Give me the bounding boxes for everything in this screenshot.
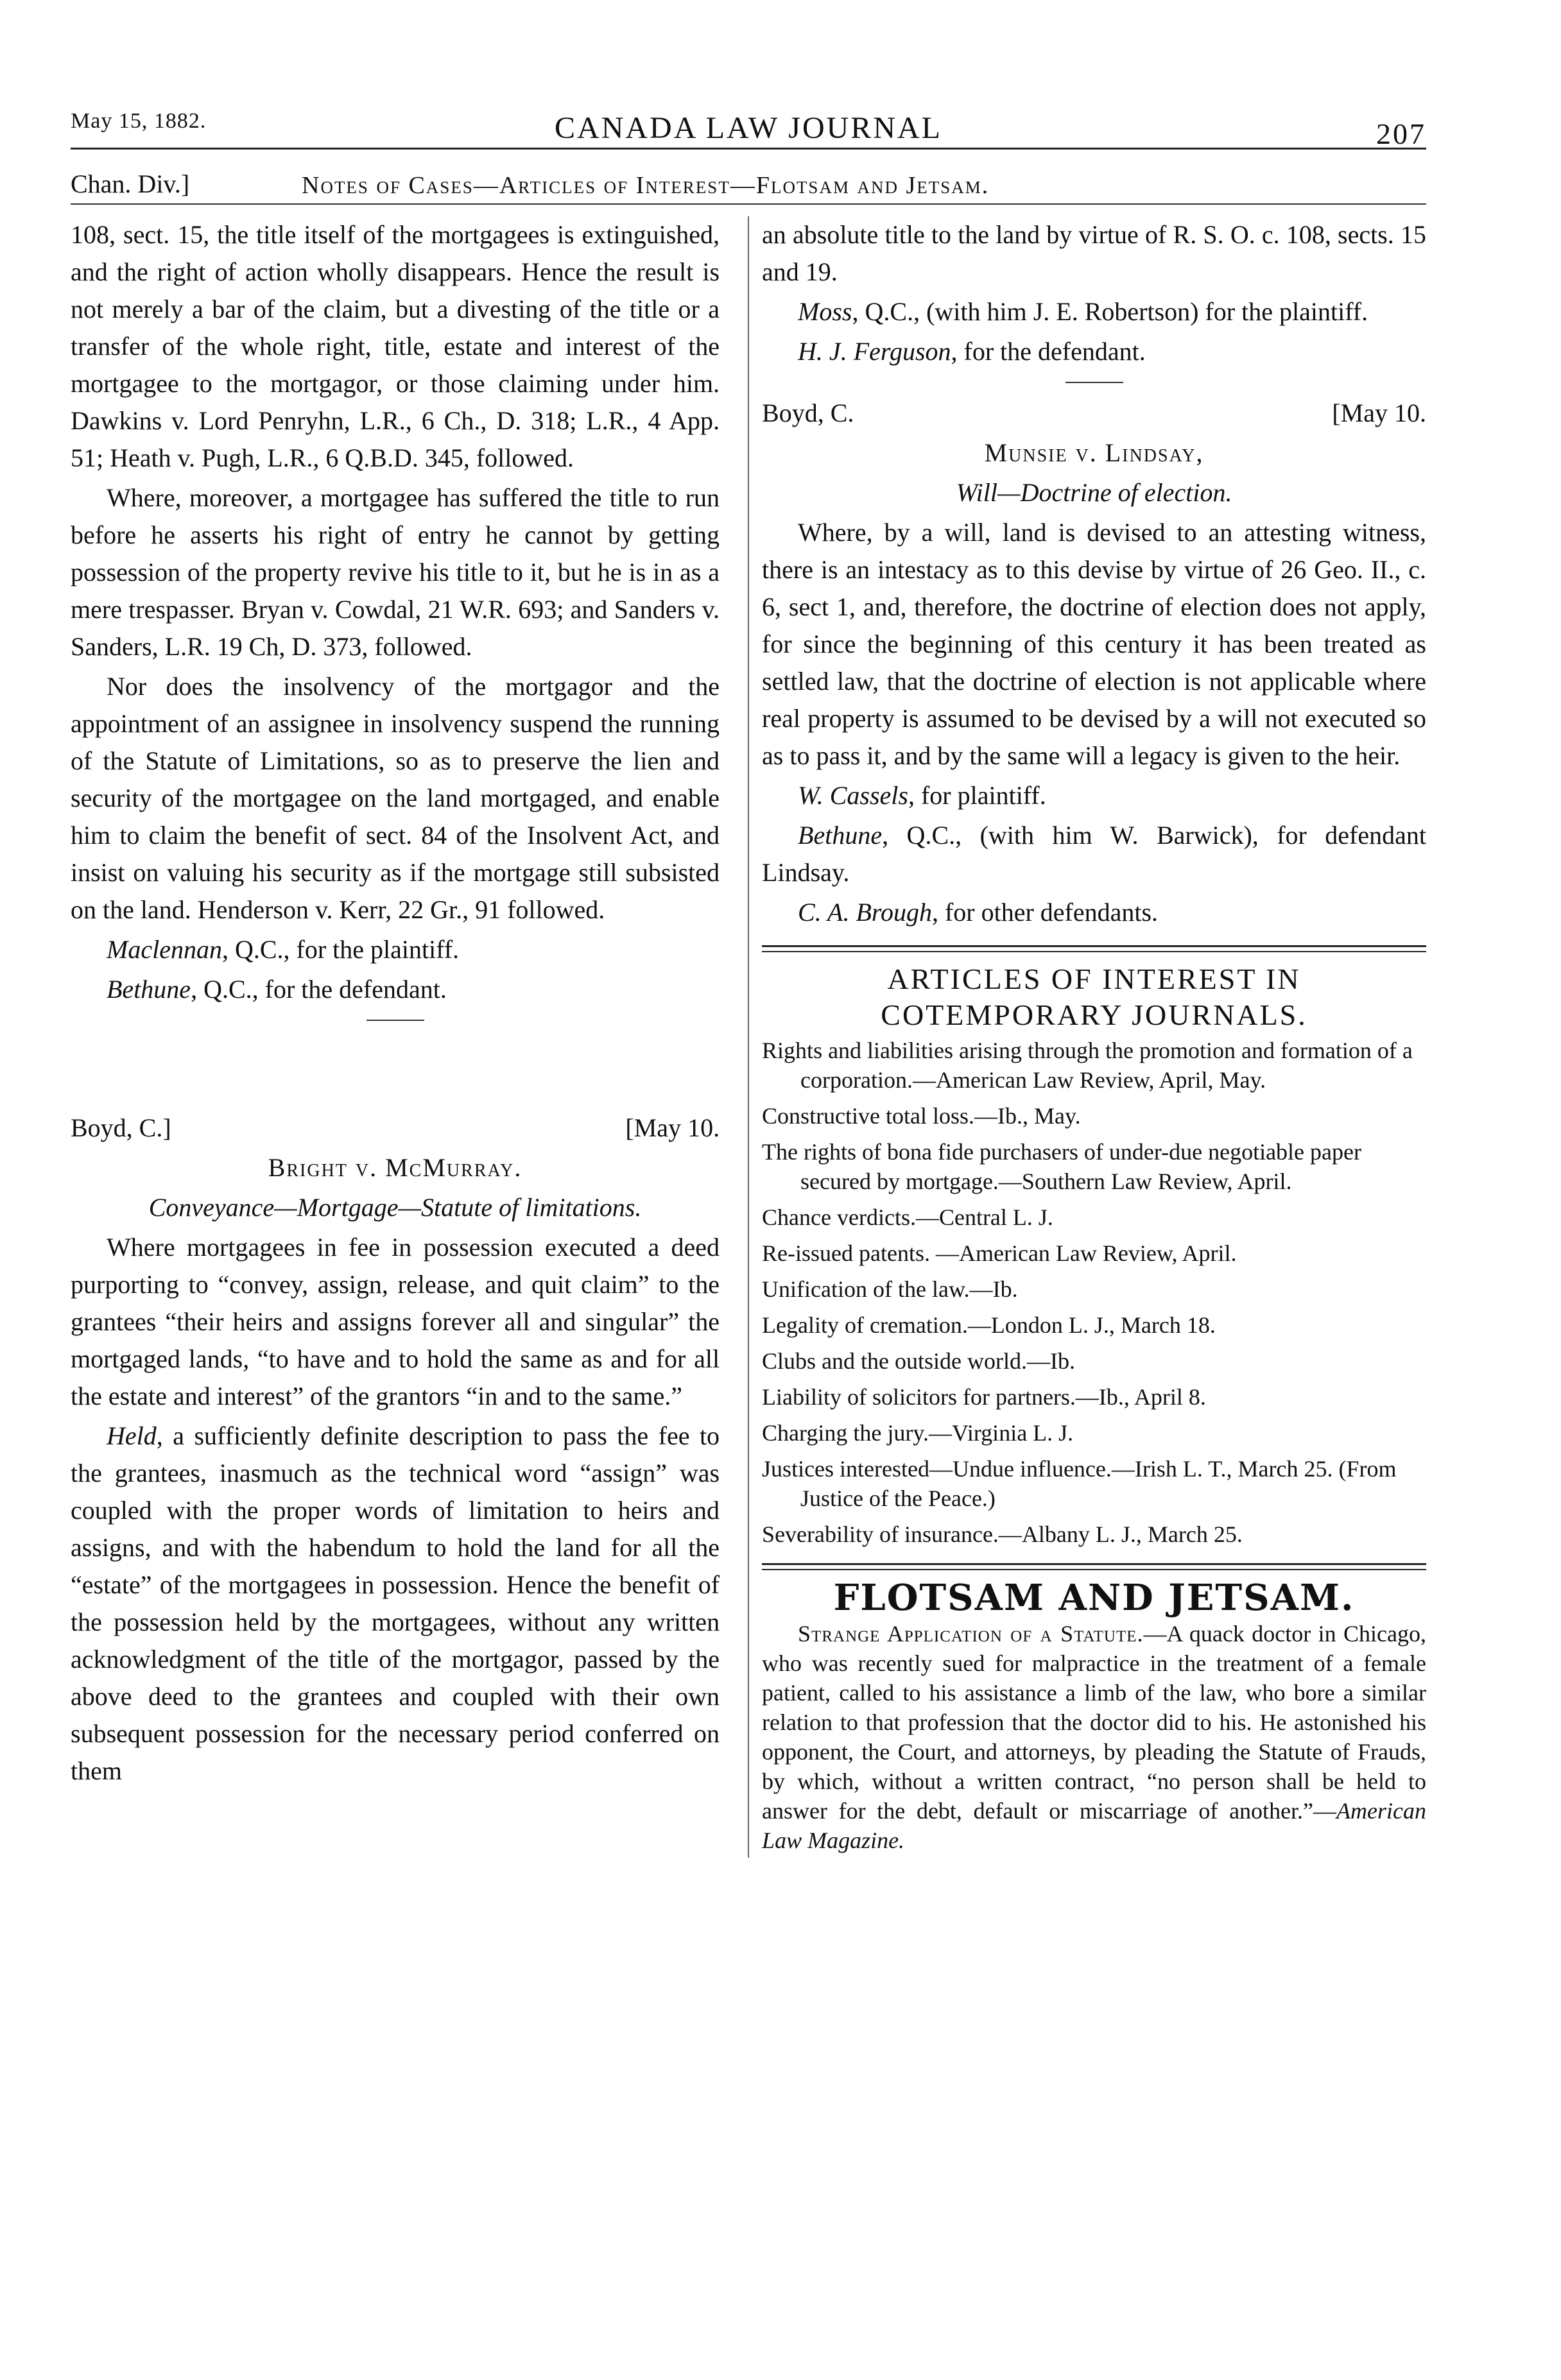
case2-paragraph-2 [71, 1417, 720, 1790]
list-item: Rights and liabilities arising through the promotion and formation of a corporation.—American Law Review, April, May. [762, 1038, 1413, 1093]
flotsam-source: American Law Magazine. [762, 1798, 1426, 1853]
flotsam-body: —A quack doctor in Chicago, who was recently sued for malpractice in the treatment of a female patient, called to his assistance a limb of the law, who bore a similar relation to that profession that the doctor did to his. He astonished his opponent, the Court, and attorneys, by pleading the Statute of Frauds, by which, without a written contract, “no person shall be held to answer for the debt, default or miscarriage of another.”— [762, 1621, 1426, 1824]
divider-rule [1065, 382, 1123, 383]
page-number: 207 [1376, 117, 1426, 150]
spacer [71, 1032, 720, 1103]
counsel-name: Bethune [107, 975, 191, 1004]
divider-rule [367, 1020, 424, 1021]
flotsam-heading: FLOTSAM AND JETSAM. [833, 1577, 1355, 1619]
counsel-name: C. A. Brough [798, 898, 932, 927]
two-column-body [71, 216, 1426, 1858]
section-rule [762, 945, 1426, 952]
counsel-line [762, 333, 1426, 370]
case3-subject: Will—Doctrine of election. [956, 478, 1232, 507]
list-item: Legality of cremation.—London L. J., March 18. [762, 1312, 1216, 1338]
counsel-name: W. Cassels [798, 781, 908, 810]
articles-list [762, 1036, 1426, 1549]
case1-paragraph-1: 108, sect. 15, the title itself of the mortgagees is extinguished, and the right of action wholly disappears. Hence the result is not merely a bar of the claim, but a divesting of the title or a transfer of the whole right, title, estate and interest of the mortgagee to the mortgagor, or those claiming under him. Dawkins v. Lord Penryhn, L.R., 6 Ch., D. 318; L.R., 4 App. 51; Heath v. Pugh, L.R., 6 Q.B.D. 345, followed. [71, 220, 720, 472]
section-header [71, 155, 1426, 205]
counsel-line [762, 894, 1426, 931]
list-item: Charging the jury.—Virginia L. J. [762, 1420, 1074, 1446]
counsel-name: Maclennan [107, 935, 222, 964]
list-item: The rights of bona fide purchasers of under-due negotiable paper secured by mortgage.—Southern Law Review, April. [762, 1139, 1361, 1194]
counsel-line [762, 777, 1426, 814]
case3-paragraph: Where, by a will, land is devised to an attesting witness, there is an intestacy as to this devise by virtue of 26 Geo. II., c. 6, sect 1, and, therefore, the doctrine of election does not apply, for since the beginning of this century it has been treated as settled law, that the doctrine of election is not applicable where real property is assumed to be devised by a will not executed so as to pass it, and by the same will a legacy is given to the heir. [762, 518, 1426, 770]
flotsam-lead: Strange Application of a Statute. [798, 1621, 1144, 1647]
list-item: Unification of the law.—Ib. [762, 1276, 1018, 1302]
case3-heading [762, 395, 1426, 434]
column-divider [748, 216, 749, 1858]
list-item: Constructive total loss.—Ib., May. [762, 1103, 1081, 1129]
left-column [71, 216, 735, 1858]
counsel-name: H. J. Ferguson [798, 337, 951, 366]
case2-date: [May 10. [625, 1113, 720, 1142]
case2-judge: Boyd, C.] [71, 1113, 171, 1142]
held-label: Held [107, 1421, 157, 1450]
case1-paragraph-3: Nor does the insolvency of the mortgagor and the appointment of an assignee in insolvency suspend the running of the Statute of Limitations, so as to preserve the lien and security of the mortgagee on the land mortgaged, and enable him to claim the benefit of sect. 84 of the Insolvent Act, and insist on valuing his security as if the mortgage still subsisted on the land. Henderson v. Kerr, 22 Gr., 91 followed. [71, 672, 720, 924]
list-item: Re-issued patents. —American Law Review, April. [762, 1240, 1237, 1266]
case1-paragraph-2: Where, moreover, a mortgagee has suffered the title to run before he asserts his right of entry he cannot by getting possession of the property revive his title to it, but he is in as a mere trespasser. Bryan v. Cowdal, 21 W.R. 693; and Sanders v. Sanders, L.R. 19 Ch, D. 373, followed. [71, 483, 720, 661]
section-title: Notes of Cases—Articles of Interest—Flotsam and Jetsam. [302, 172, 990, 199]
counsel-line [762, 293, 1426, 330]
case3-name: Munsie v. Lindsay, [984, 438, 1204, 467]
counsel-role: , for plaintiff. [908, 781, 1046, 810]
counsel-role: , for other defendants. [931, 898, 1159, 927]
counsel-name: Bethune [798, 821, 883, 850]
list-item: Clubs and the outside world.—Ib. [762, 1348, 1075, 1374]
list-item: Liability of solicitors for partners.—Ib., April 8. [762, 1384, 1206, 1410]
counsel-role: , Q.C., for the defendant. [191, 975, 447, 1004]
case3-judge: Boyd, C. [762, 398, 854, 427]
counsel-name: Moss [798, 297, 852, 326]
counsel-role: , for the defendant. [951, 337, 1146, 366]
held-text: , a sufficiently definite description to pass the fee to the grantees, inasmuch as the technical word “assign” was coupled with the proper words of limitation to heirs and assigns, and with the habendum to hold the land for all the “estate” of the mortgagees in possession. Hence the benefit of the possession held by the mortgagees, without any written acknowledgment of the title of the mortgagor, passed by the above deed to the grantees and coupled with their own subsequent possession for the necessary period conferred on them [71, 1421, 720, 1785]
right-column [762, 216, 1426, 1858]
case2-continued: an absolute title to the land by virtue of R. S. O. c. 108, sects. 15 and 19. [762, 220, 1426, 286]
counsel-role: , Q.C., for the plaintiff. [221, 935, 460, 964]
counsel-role: , Q.C., (with him W. Barwick), for defendant Lindsay. [762, 821, 1426, 887]
section-rule [762, 1563, 1426, 1570]
list-item: Chance verdicts.—Central L. J. [762, 1204, 1053, 1230]
list-item: Severability of insurance.—Albany L. J., March 25. [762, 1521, 1243, 1547]
case2-name: Bright v. McMurray. [268, 1153, 522, 1182]
list-item: Justices interested—Undue influence.—Irish L. T., March 25. (From Justice of the Peace.) [762, 1456, 1397, 1511]
articles-heading: ARTICLES OF INTEREST IN COTEMPORARY JOURNALS. [881, 963, 1307, 1031]
issue-date: May 15, 1882. [71, 109, 207, 133]
journal-title: CANADA LAW JOURNAL [555, 111, 942, 145]
counsel-line [71, 971, 720, 1008]
counsel-role: , Q.C., (with him J. E. Robertson) for the plaintiff. [852, 297, 1368, 326]
case2-subject: Conveyance—Mortgage—Statute of limitations. [148, 1193, 642, 1222]
flotsam-paragraph [762, 1619, 1426, 1855]
division-label: Chan. Div.] [71, 169, 190, 198]
case2-heading [71, 1109, 720, 1149]
case3-date: [May 10. [1332, 398, 1426, 427]
counsel-line [71, 931, 720, 968]
running-head [71, 77, 1426, 150]
counsel-line [762, 817, 1426, 891]
case2-paragraph-1: Where mortgagees in fee in possession executed a deed purporting to “convey, assign, release, and quit claim” to the grantees “their heirs and assigns forever all and singular” the mortgaged lands, “to have and to hold the same as and for all the estate and interest” of the grantors “in and to the same.” [71, 1233, 720, 1410]
